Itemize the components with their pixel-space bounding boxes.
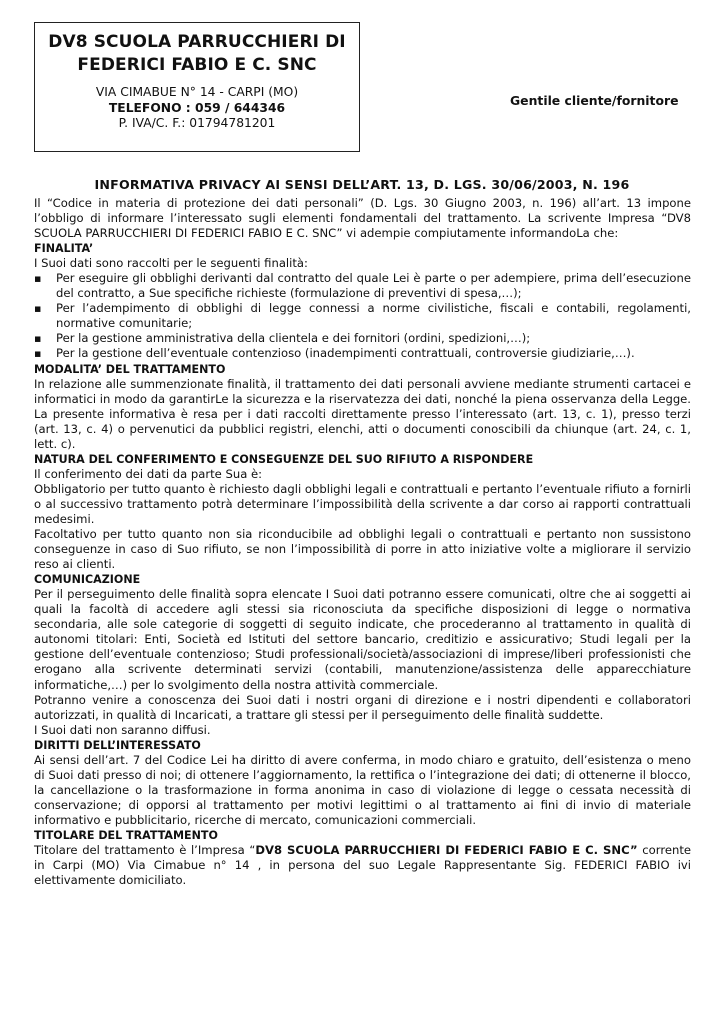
section-heading-diritti: DIRITTI DELL’INTERESSATO (34, 738, 201, 752)
natura-paragraph-1: Il conferimento dei dati da parte Sua è: (34, 466, 263, 481)
intro-paragraph: Il “Codice in materia di protezione dei dati personali” (D. Lgs. 30 Giugno 2003, n. 196) all’art. 13 impone l’obbligo di informare l’interessato sugli elementi fondamentali del trattamento. La scrivente Impresa “DV8 SCUOLA PARRUCCHIERI DI FEDERICI FABIO E C. SNC” vi adempie compiutamente informandoLa che: (34, 196, 691, 241)
list-item: ▪ Per eseguire gli obblighi derivanti dal contratto del quale Lei è parte o per adempiere, prima dell’esecuzione del contratto, a Sue specifiche richieste (formulazione di preventivi di spesa,…); (34, 271, 691, 301)
list-item: ▪ Per la gestione amministrativa della clientela e dei fornitori (ordini, spedizioni,…); (34, 331, 691, 346)
titolare-paragraph (34, 843, 691, 888)
titolare-company-name: DV8 SCUOLA PARRUCCHIERI DI FEDERICI FABIO E C. SNC” (255, 843, 638, 858)
titolare-text-pre: Titolare del trattamento è l’Impresa “ (34, 843, 256, 858)
company-name-line2: FEDERICI FABIO E C. SNC (77, 55, 317, 75)
recipient-label: Gentile cliente/fornitore (510, 93, 679, 108)
company-name (35, 31, 359, 77)
natura-paragraph-2: Obbligatorio per tutto quanto è richiesto dagli obblighi legali e contrattuali e pertanto l’eventuale rifiuto a fornirli o al successivo trattamento potrà determinare l’impossibilità della scrivente a dar corso ai rapporti contrattuali medesimi. (34, 481, 691, 526)
company-header-box (34, 22, 360, 152)
document-title: INFORMATIVA PRIVACY AI SENSI DELL’ART. 13, D. LGS. 30/06/2003, N. 196 (94, 177, 630, 192)
titolare-text-post: corrente in Carpi (MO) Via Cimabue n° 14 , in persona del suo Legale Rappresentante Sig. FEDERICI FABIO ivi elettivamente domiciliato. (34, 843, 692, 888)
natura-paragraph-3: Facoltativo per tutto quanto non sia riconducibile ad obblighi legali o contrattuali e pertanto non sussistono conseguenze in caso di Suo rifiuto, se non l’impossibilità di porre in atto iniziative volte a migliorare il servizio reso ai clienti. (34, 527, 691, 572)
list-item: ▪ Per la gestione dell’eventuale contenzioso (inadempimenti contrattuali, controversie giudiziarie,…). (34, 346, 691, 361)
section-heading-natura: NATURA DEL CONFERIMENTO E CONSEGUENZE DEL SUO RIFIUTO A RISPONDERE (34, 452, 534, 466)
company-name-line1: DV8 SCUOLA PARRUCCHIERI DI (48, 32, 346, 52)
finalita-lead: I Suoi dati sono raccolti per le seguenti finalità: (34, 256, 308, 271)
comunicazione-paragraph-1: Per il perseguimento delle finalità sopra elencate I Suoi dati potranno essere comunicati, oltre che ai soggetti ai quali la facoltà di accedere agli stessi sia riconosciuta da specifiche disposizioni di legge o normativa secondaria, alle sole categorie di soggetti di seguito indicate, che procederanno al trattamento in qualità di autonomi titolari: Enti, Società ed Istituti del settore bancario, creditizio e assicurativo; Studi legali per la gestione dell’eventuale contenzioso; Studi professionali/società/associazioni di imprese/liberi professionisti che erogano alla scrivente determinati servizi (contabili, manutenzione/assistenza delle apparecchiature informatiche,…) per lo svolgimento della nostra attività commerciale. (34, 587, 691, 692)
section-heading-finalita: FINALITA’ (34, 242, 94, 256)
list-item: ▪ Per l’adempimento di obblighi di legge connessi a norme civilistiche, fiscali e contabili, regolamenti, normative comunitarie; (34, 301, 691, 331)
document-body (34, 196, 691, 888)
comunicazione-paragraph-2: Potranno venire a conoscenza dei Suoi dati i nostri organi di direzione e i nostri dipendenti e collaboratori autorizzati, in qualità di Incaricati, a trattare gli stessi per il perseguimento delle finalità suddette. (34, 692, 691, 722)
section-heading-comunicazione: COMUNICAZIONE (34, 573, 141, 587)
diritti-paragraph: Ai sensi dell’art. 7 del Codice Lei ha diritto di avere conferma, in modo chiaro e gratuito, dell’esistenza o meno di Suoi dati presso di noi; di ottenere l’aggiornamento, la rettifica o l’integrazione dei dati; di ottenerne il blocco, la cancellazione o la trasformazione in forma anonima in caso di violazione di legge o cessata necessità di conservazione; di opporsi al trattamento per motivi legittimi o al trattamento ai fini di invio di materiale informativo e pubblicitario, ricerche di mercato, comunicazioni commerciali. (34, 752, 691, 827)
finalita-list (34, 271, 691, 361)
company-address: VIA CIMABUE N° 14 - CARPI (MO) (95, 85, 299, 99)
company-vat: P. IVA/C. F.: 01794781201 (118, 116, 276, 130)
company-phone: TELEFONO : 059 / 644346 (108, 100, 286, 115)
section-heading-titolare: TITOLARE DEL TRATTAMENTO (34, 828, 218, 842)
modalita-paragraph: In relazione alle summenzionate finalità, il trattamento dei dati personali avviene mediante strumenti cartacei e informatici in modo da garantirLe la sicurezza e la riservatezza dei dati, nonché la piena osservanza della Legge. La presente informativa è resa per i dati raccolti direttamente presso l’interessato (art. 13, c. 1), presso terzi (art. 13, c. 4) o pervenutici da pubblici registri, elenchi, atti o documenti conoscibili da chiunque (art. 24, c. 1, lett. c). (34, 376, 691, 451)
section-heading-modalita: MODALITA’ DEL TRATTAMENTO (34, 362, 226, 376)
comunicazione-paragraph-3: I Suoi dati non saranno diffusi. (34, 722, 211, 737)
